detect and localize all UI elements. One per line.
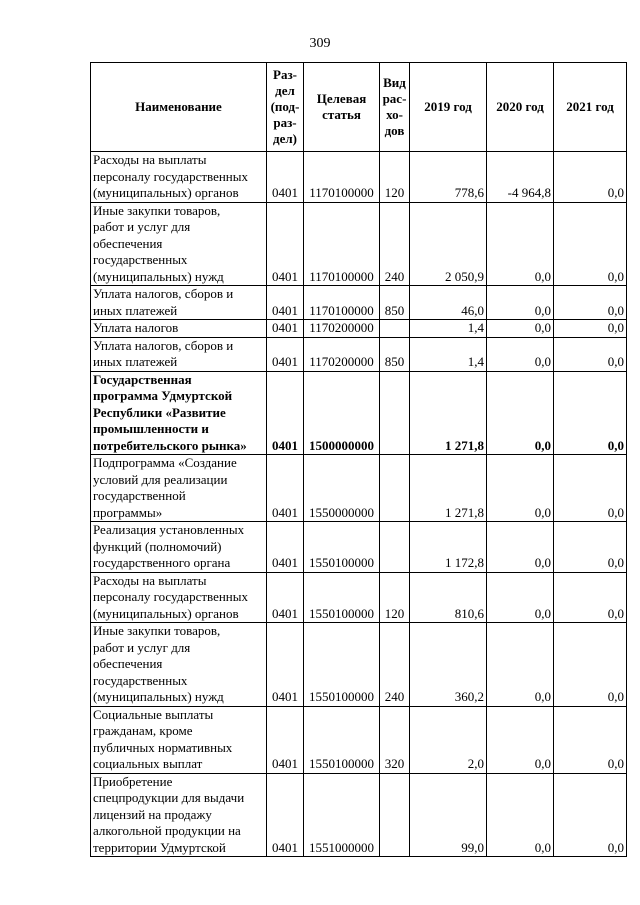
cell-2020: 0,0 xyxy=(487,455,554,522)
cell-2020: 0,0 xyxy=(487,320,554,338)
cell-kind xyxy=(380,371,410,455)
cell-article: 1170100000 xyxy=(304,152,380,203)
cell-2021: 0,0 xyxy=(554,522,627,573)
cell-2019: 46,0 xyxy=(410,286,487,320)
cell-section: 0401 xyxy=(267,522,304,573)
cell-2020: 0,0 xyxy=(487,337,554,371)
cell-name: Подпрограмма «Создание условий для реализации государственной программы» xyxy=(91,455,267,522)
cell-2019: 99,0 xyxy=(410,773,487,857)
cell-section: 0401 xyxy=(267,706,304,773)
cell-2020: 0,0 xyxy=(487,522,554,573)
table-row xyxy=(91,320,627,338)
header-2021: 2021 год xyxy=(554,63,627,152)
cell-kind xyxy=(380,320,410,338)
cell-kind: 240 xyxy=(380,202,410,286)
cell-name: Уплата налогов xyxy=(91,320,267,338)
cell-2019: 1,4 xyxy=(410,320,487,338)
cell-kind: 850 xyxy=(380,337,410,371)
table-row xyxy=(91,706,627,773)
table-row xyxy=(91,773,627,857)
table-row xyxy=(91,623,627,707)
cell-2020: 0,0 xyxy=(487,706,554,773)
cell-name: Реализация установленных функций (полномочий) государственного органа xyxy=(91,522,267,573)
cell-2019: 1,4 xyxy=(410,337,487,371)
cell-kind xyxy=(380,522,410,573)
cell-article: 1170100000 xyxy=(304,202,380,286)
cell-2019: 1 271,8 xyxy=(410,371,487,455)
cell-article: 1550100000 xyxy=(304,572,380,623)
header-2020: 2020 год xyxy=(487,63,554,152)
table-row xyxy=(91,286,627,320)
cell-2019: 2 050,9 xyxy=(410,202,487,286)
cell-kind xyxy=(380,773,410,857)
header-name: Наименование xyxy=(91,63,267,152)
cell-2020: 0,0 xyxy=(487,572,554,623)
cell-2021: 0,0 xyxy=(554,337,627,371)
cell-section: 0401 xyxy=(267,337,304,371)
cell-section: 0401 xyxy=(267,773,304,857)
cell-article: 1170200000 xyxy=(304,320,380,338)
cell-section: 0401 xyxy=(267,320,304,338)
cell-2020: 0,0 xyxy=(487,773,554,857)
cell-2021: 0,0 xyxy=(554,623,627,707)
cell-section: 0401 xyxy=(267,455,304,522)
cell-article: 1170200000 xyxy=(304,337,380,371)
cell-2019: 1 271,8 xyxy=(410,455,487,522)
cell-name: Иные закупки товаров, работ и услуг для обеспечения государственных (муниципальных) нужд xyxy=(91,202,267,286)
cell-section: 0401 xyxy=(267,572,304,623)
cell-2019: 778,6 xyxy=(410,152,487,203)
cell-2019: 810,6 xyxy=(410,572,487,623)
cell-2019: 360,2 xyxy=(410,623,487,707)
cell-name: Уплата налогов, сборов и иных платежей xyxy=(91,286,267,320)
cell-2021: 0,0 xyxy=(554,152,627,203)
cell-kind: 120 xyxy=(380,572,410,623)
table-row xyxy=(91,337,627,371)
cell-section: 0401 xyxy=(267,202,304,286)
cell-section: 0401 xyxy=(267,371,304,455)
cell-name: Приобретение спецпродукции для выдачи лицензий на продажу алкогольной продукции на территории Удмуртской xyxy=(91,773,267,857)
cell-article: 1550100000 xyxy=(304,706,380,773)
table-row xyxy=(91,455,627,522)
header-section: Раз- дел (под- раз- дел) xyxy=(267,63,304,152)
cell-article: 1550000000 xyxy=(304,455,380,522)
cell-article: 1551000000 xyxy=(304,773,380,857)
cell-kind xyxy=(380,455,410,522)
cell-2021: 0,0 xyxy=(554,320,627,338)
cell-name: Социальные выплаты гражданам, кроме публичных нормативных социальных выплат xyxy=(91,706,267,773)
cell-2020: 0,0 xyxy=(487,202,554,286)
cell-article: 1170100000 xyxy=(304,286,380,320)
cell-name: Расходы на выплаты персоналу государственных (муниципальных) органов xyxy=(91,572,267,623)
table-row xyxy=(91,371,627,455)
page-number: 309 xyxy=(309,36,331,51)
cell-2021: 0,0 xyxy=(554,706,627,773)
cell-name: Государственная программа Удмуртской Республики «Развитие промышленности и потребительского рынка» xyxy=(91,371,267,455)
table-row xyxy=(91,152,627,203)
budget-table xyxy=(90,62,627,857)
cell-section: 0401 xyxy=(267,623,304,707)
cell-name: Расходы на выплаты персоналу государственных (муниципальных) органов xyxy=(91,152,267,203)
cell-2021: 0,0 xyxy=(554,371,627,455)
cell-2019: 2,0 xyxy=(410,706,487,773)
cell-section: 0401 xyxy=(267,152,304,203)
cell-kind: 850 xyxy=(380,286,410,320)
cell-2020: -4 964,8 xyxy=(487,152,554,203)
header-row xyxy=(91,63,627,152)
cell-article: 1500000000 xyxy=(304,371,380,455)
cell-2020: 0,0 xyxy=(487,371,554,455)
cell-kind: 320 xyxy=(380,706,410,773)
cell-2021: 0,0 xyxy=(554,455,627,522)
header-article: Целевая статья xyxy=(304,63,380,152)
table-row xyxy=(91,202,627,286)
cell-2020: 0,0 xyxy=(487,623,554,707)
cell-kind: 240 xyxy=(380,623,410,707)
table-row xyxy=(91,522,627,573)
cell-2021: 0,0 xyxy=(554,286,627,320)
cell-kind: 120 xyxy=(380,152,410,203)
header-2019: 2019 год xyxy=(410,63,487,152)
cell-article: 1550100000 xyxy=(304,623,380,707)
cell-2021: 0,0 xyxy=(554,572,627,623)
cell-article: 1550100000 xyxy=(304,522,380,573)
cell-2019: 1 172,8 xyxy=(410,522,487,573)
cell-2020: 0,0 xyxy=(487,286,554,320)
cell-2021: 0,0 xyxy=(554,202,627,286)
table-row xyxy=(91,572,627,623)
cell-name: Уплата налогов, сборов и иных платежей xyxy=(91,337,267,371)
header-kind: Вид рас- хо- дов xyxy=(380,63,410,152)
cell-name: Иные закупки товаров, работ и услуг для обеспечения государственных (муниципальных) нужд xyxy=(91,623,267,707)
cell-2021: 0,0 xyxy=(554,773,627,857)
cell-section: 0401 xyxy=(267,286,304,320)
